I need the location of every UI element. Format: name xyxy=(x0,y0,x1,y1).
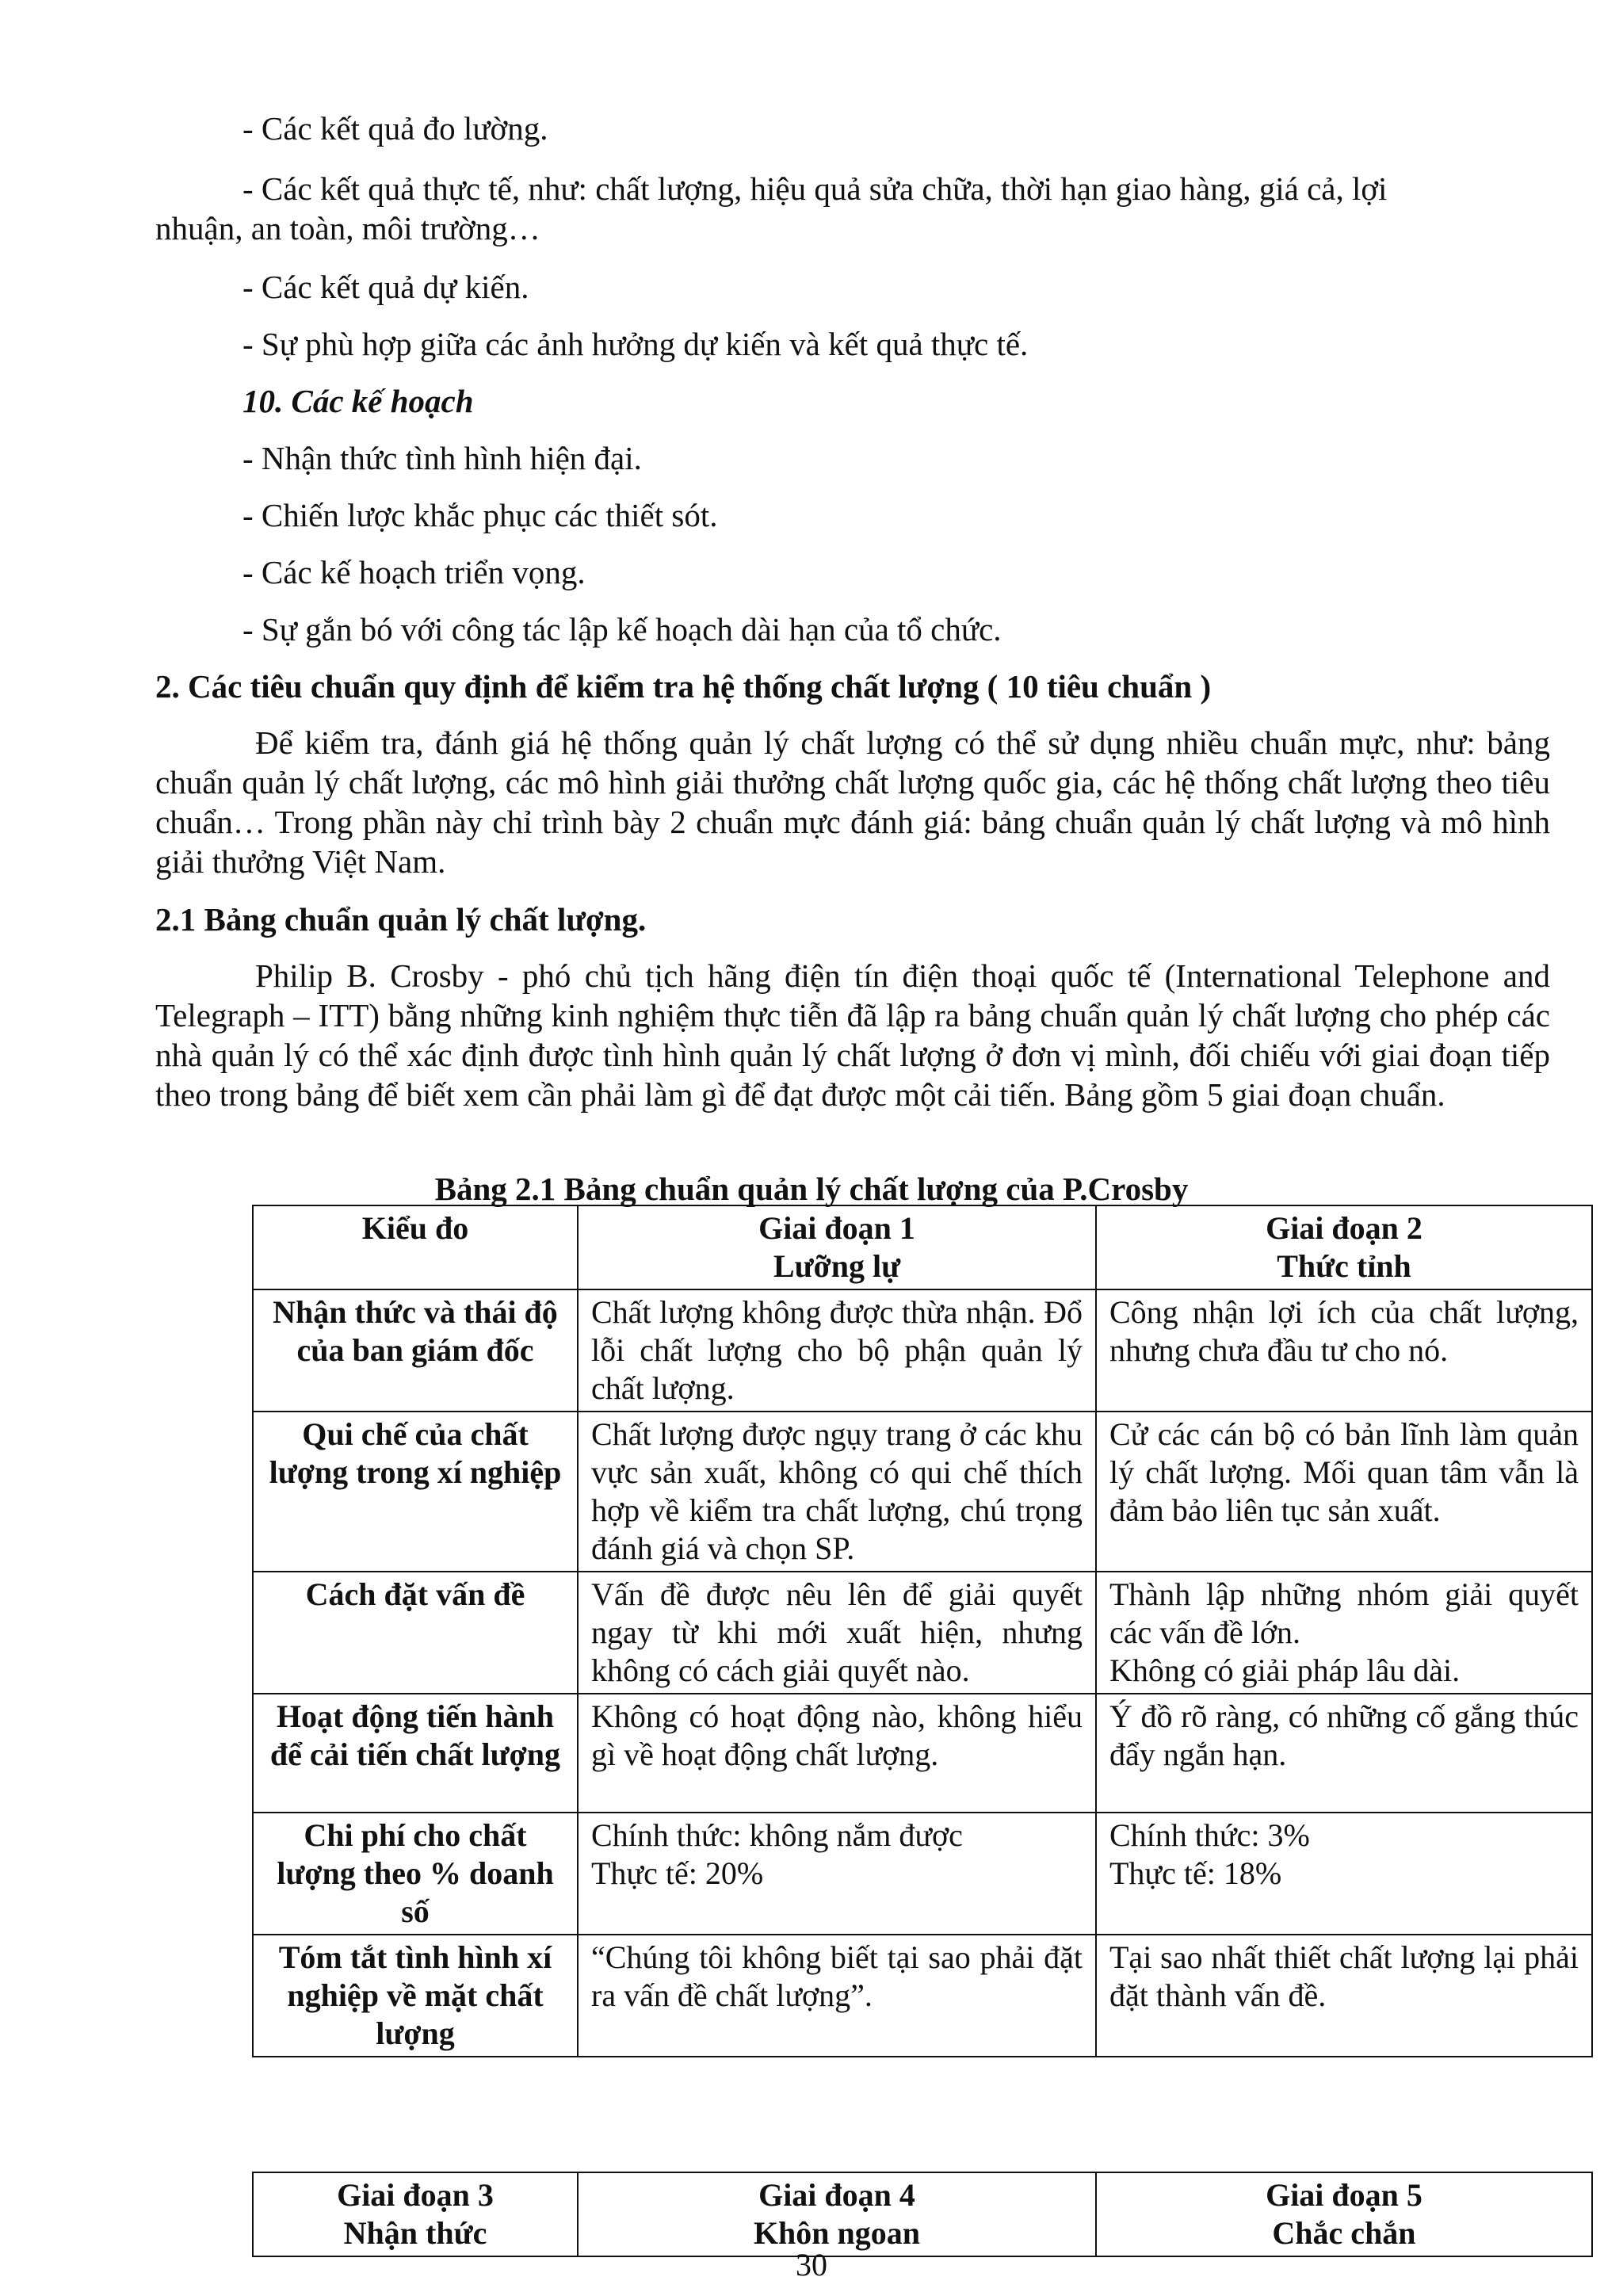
row-label: Tóm tắt tình hình xí nghiệp về mặt chất lượng xyxy=(253,1935,578,2057)
plan-item: - Các kế hoạch triển vọng. xyxy=(242,554,586,590)
table-header-row xyxy=(253,1205,1592,1289)
table-row xyxy=(253,1289,1592,1412)
stage-1-cell: Chất lượng được ngụy trang ở các khu vực sản xuất, không có qui chế thích hợp về kiểm tra chất lượng, chú trọng đánh giá và chọn SP. xyxy=(578,1412,1096,1572)
header-stage-4: Giai đoạn 4 Khôn ngoan xyxy=(578,2172,1096,2256)
section-2-1-heading: 2.1 Bảng chuẩn quản lý chất lượng. xyxy=(155,901,647,938)
table-row xyxy=(253,1813,1592,1935)
table-row xyxy=(253,1572,1592,1694)
stage-1-cell: Chính thức: không nắm được Thực tế: 20% xyxy=(578,1813,1096,1935)
bullet-line: - Các kết quả đo lường. xyxy=(242,110,548,147)
page-number: 30 xyxy=(796,2247,827,2283)
table-row xyxy=(253,1412,1592,1572)
header-measure: Kiểu đo xyxy=(253,1205,578,1289)
row-label: Nhận thức và thái độ của ban giám đốc xyxy=(253,1289,578,1412)
section-2-1-paragraph: Philip B. Crosby - phó chủ tịch hãng điện tín điện thoại quốc tế (International Telephone and Telegraph – ITT) bằng những kinh nghiệm thực tiễn đã lập ra bảng chuẩn quản lý chất lượng cho phép các nhà quản lý có thể xác định được tình hình quản lý chất lượng ở đơn vị mình, đối chiếu với giai đoạn tiếp theo trong bảng để biết xem cần phải làm gì để đạt được một cải tiến. Bảng gồm 5 giai đoạn chuẩn. xyxy=(155,957,1550,1113)
header-stage-3: Giai đoạn 3 Nhận thức xyxy=(253,2172,578,2256)
bullet-line: - Sự phù hợp giữa các ảnh hưởng dự kiến và kết quả thực tế. xyxy=(242,326,1029,362)
section-10-heading: 10. Các kế hoạch xyxy=(242,383,474,419)
crosby-table-continued xyxy=(252,2172,1593,2257)
section-2-heading: 2. Các tiêu chuẩn quy định để kiểm tra hệ thống chất lượng ( 10 tiêu chuẩn ) xyxy=(155,668,1212,705)
header-stage-2: Giai đoạn 2 Thức tỉnh xyxy=(1096,1205,1592,1289)
plan-item: - Sự gắn bó với công tác lập kế hoạch dài hạn của tổ chức. xyxy=(242,611,1002,648)
stage-1-cell: Vấn đề được nêu lên để giải quyết ngay từ khi mới xuất hiện, nhưng không có cách giải quyết nào. xyxy=(578,1572,1096,1694)
stage-2-cell: Thành lập những nhóm giải quyết các vấn đề lớn. Không có giải pháp lâu dài. xyxy=(1096,1572,1592,1694)
section-2-paragraph: Để kiểm tra, đánh giá hệ thống quản lý chất lượng có thể sử dụng nhiều chuẩn mực, như: bảng chuẩn quản lý chất lượng, các mô hình giải thưởng chất lượng quốc gia, các hệ thống chất lượng theo tiêu chuẩn… Trong phần này chỉ trình bày 2 chuẩn mực đánh giá: bảng chuẩn quản lý chất lượng và mô hình giải thưởng Việt Nam. xyxy=(155,724,1550,880)
plan-item: - Nhận thức tình hình hiện đại. xyxy=(242,440,642,476)
stage-2-cell: Cử các cán bộ có bản lĩnh làm quản lý chất lượng. Mối quan tâm vẫn là đảm bảo liên tục sản xuất. xyxy=(1096,1412,1592,1572)
row-label: Hoạt động tiến hành để cải tiến chất lượng xyxy=(253,1694,578,1813)
header-stage-5: Giai đoạn 5 Chắc chắn xyxy=(1096,2172,1592,2256)
plan-item: - Chiến lược khắc phục các thiết sót. xyxy=(242,497,718,533)
row-label: Cách đặt vấn đề xyxy=(253,1572,578,1694)
stage-2-cell: Ý đồ rõ ràng, có những cố gắng thúc đẩy ngắn hạn. xyxy=(1096,1694,1592,1813)
bullet-line: - Các kết quả dự kiến. xyxy=(242,269,529,305)
crosby-table xyxy=(252,1205,1593,2057)
table-row xyxy=(253,1935,1592,2057)
stage-1-cell: Chất lượng không được thừa nhận. Đổ lỗi chất lượng cho bộ phận quản lý chất lượng. xyxy=(578,1289,1096,1412)
stage-2-cell: Chính thức: 3% Thực tế: 18% xyxy=(1096,1813,1592,1935)
stage-1-cell: “Chúng tôi không biết tại sao phải đặt ra vấn đề chất lượng”. xyxy=(578,1935,1096,2057)
stage-1-cell: Không có hoạt động nào, không hiểu gì về hoạt động chất lượng. xyxy=(578,1694,1096,1813)
stage-2-cell: Tại sao nhất thiết chất lượng lại phải đặt thành vấn đề. xyxy=(1096,1935,1592,2057)
table-row xyxy=(253,1694,1592,1813)
table-header-row xyxy=(253,2172,1592,2256)
row-label: Qui chế của chất lượng trong xí nghiệp xyxy=(253,1412,578,1572)
header-stage-1: Giai đoạn 1 Lưỡng lự xyxy=(578,1205,1096,1289)
table-caption: Bảng 2.1 Bảng chuẩn quản lý chất lượng của P.Crosby xyxy=(434,1171,1189,1207)
stage-2-cell: Công nhận lợi ích của chất lượng, nhưng chưa đầu tư cho nó. xyxy=(1096,1289,1592,1412)
row-label: Chi phí cho chất lượng theo % doanh số xyxy=(253,1813,578,1935)
bullet-continuation: nhuận, an toàn, môi trường… xyxy=(155,210,540,246)
bullet-line: - Các kết quả thực tế, như: chất lượng, hiệu quả sửa chữa, thời hạn giao hàng, giá cả, lợi xyxy=(242,170,1388,207)
